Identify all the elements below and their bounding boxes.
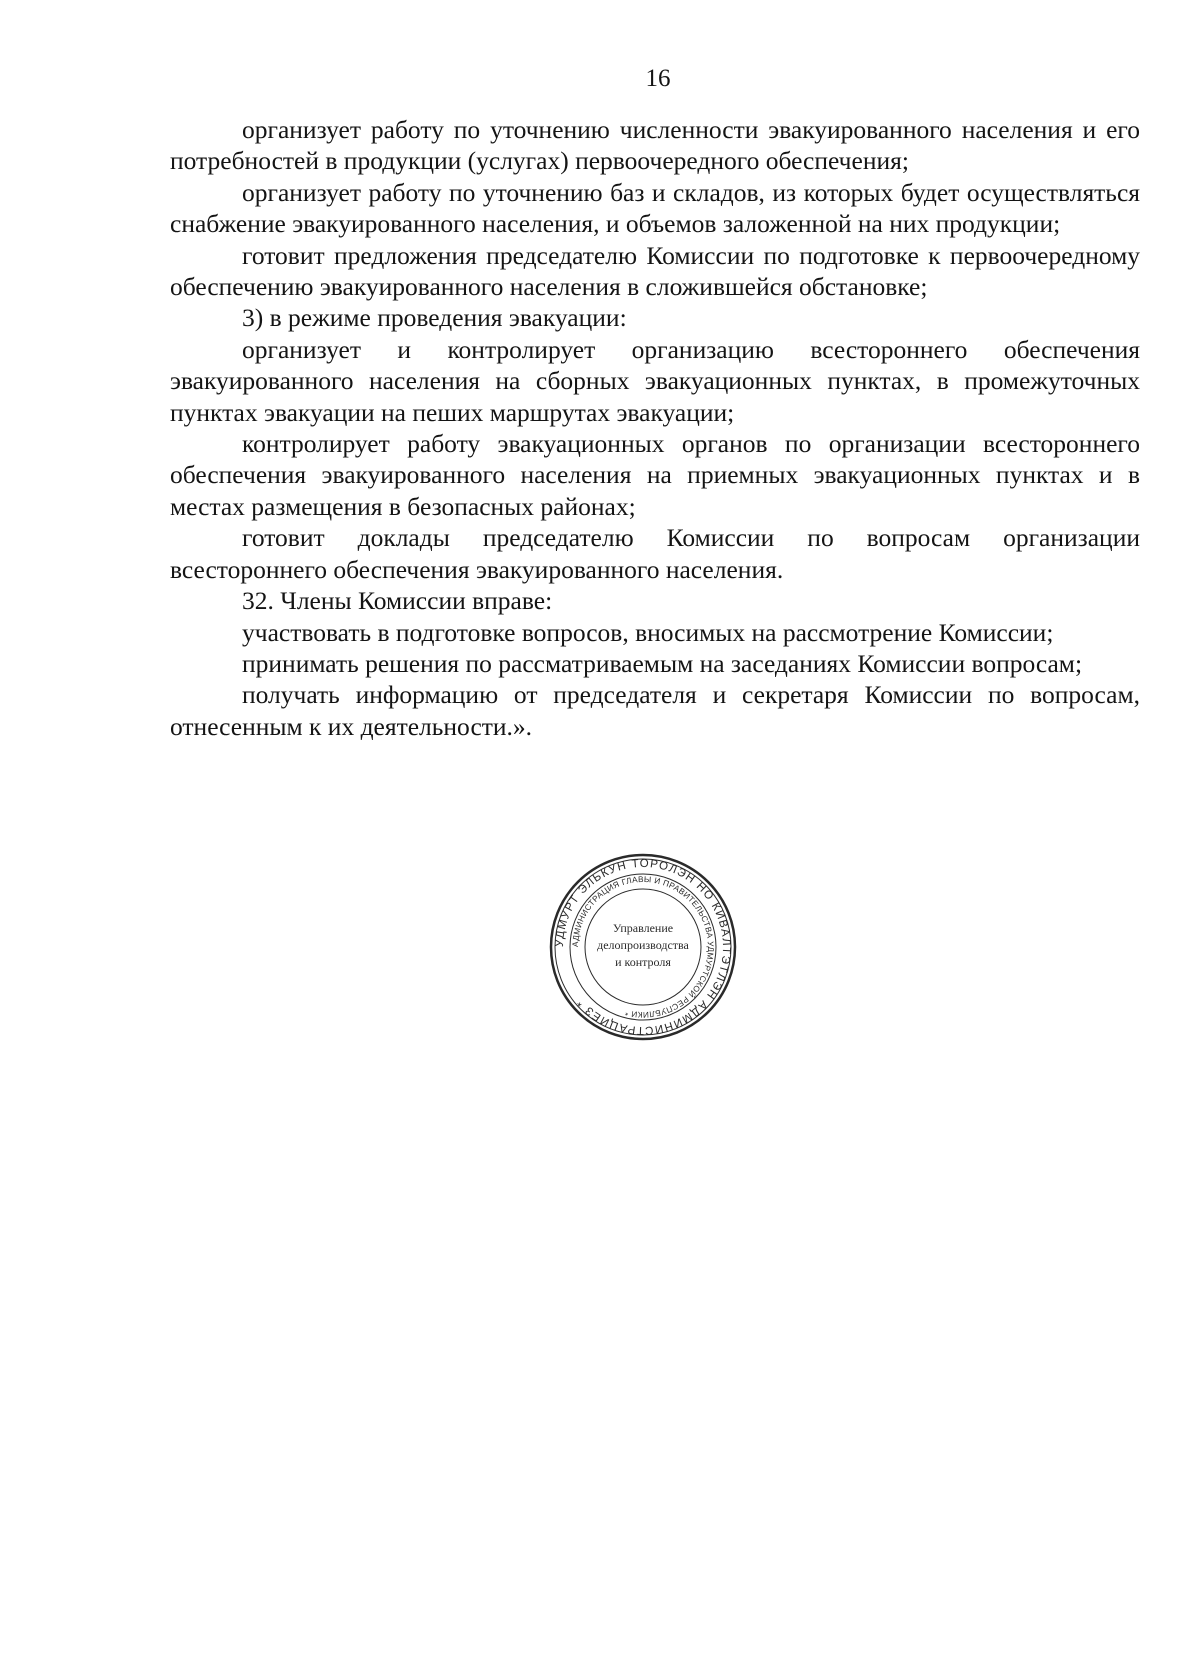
paragraph: принимать решения по рассматриваемым на заседаниях Комиссии вопросам;: [242, 648, 1083, 678]
stamp-inner-text: АДМИНИСТРАЦИЯ ГЛАВЫ И ПРАВИТЕЛЬСТВА УДМУРТСКОЙ РЕСПУБЛИКИ *: [570, 874, 716, 1020]
official-stamp: [548, 852, 738, 1042]
paragraph: 3) в режиме проведения эвакуации:: [242, 303, 627, 333]
paragraph: получать информацию от председателя и секретаря Комиссии по вопросам, отнесенным к их деятельности.».: [170, 680, 1140, 741]
stamp-outer-text: УДМУРТ ЭЛЬКУН ТОРОЛЭН НО КИВАЛТЭТЛЭН АДМИНИСТРАЦИЕЗ *: [553, 857, 733, 1037]
paragraph: готовит доклады председателю Комиссии по вопросам организации всестороннего обеспечения эвакуированного населения.: [170, 523, 1140, 584]
paragraph: организует работу по уточнению баз и складов, из которых будет осуществляться снабжение эвакуированного населения, и объемов заложенной на них продукции;: [170, 177, 1140, 239]
paragraph: организует и контролирует организацию всестороннего обеспечения эвакуированного населения на сборных эвакуационных пунктах, в промежуточных пунктах эвакуации на пеших маршрутах эвакуации;: [170, 334, 1140, 427]
paragraph: контролирует работу эвакуационных органов по организации всестороннего обеспечения эвакуированного населения на приемных эвакуационных пунктах и в местах размещения в безопасных районах;: [170, 429, 1140, 521]
paragraph: 32. Члены Комиссии вправе:: [242, 586, 553, 616]
paragraph: готовит предложения председателю Комиссии по подготовке к первоочередному обеспечению эвакуированного населения в сложившейся обстановке;: [170, 240, 1140, 302]
paragraph: организует работу по уточнению численности эвакуированного населения и его потребностей в продукции (услугах) первоочередного обеспечения;: [170, 115, 1140, 176]
paragraph: участвовать в подготовке вопросов, вносимых на рассмотрение Комиссии;: [242, 617, 1054, 647]
document-body: [170, 114, 1140, 742]
stamp-center-line-3: и контроля: [615, 955, 671, 969]
stamp-center-line-1: Управление: [612, 921, 674, 935]
stamp-center-line-2: делопроизводства: [597, 938, 689, 952]
page-number: 16: [645, 65, 671, 92]
